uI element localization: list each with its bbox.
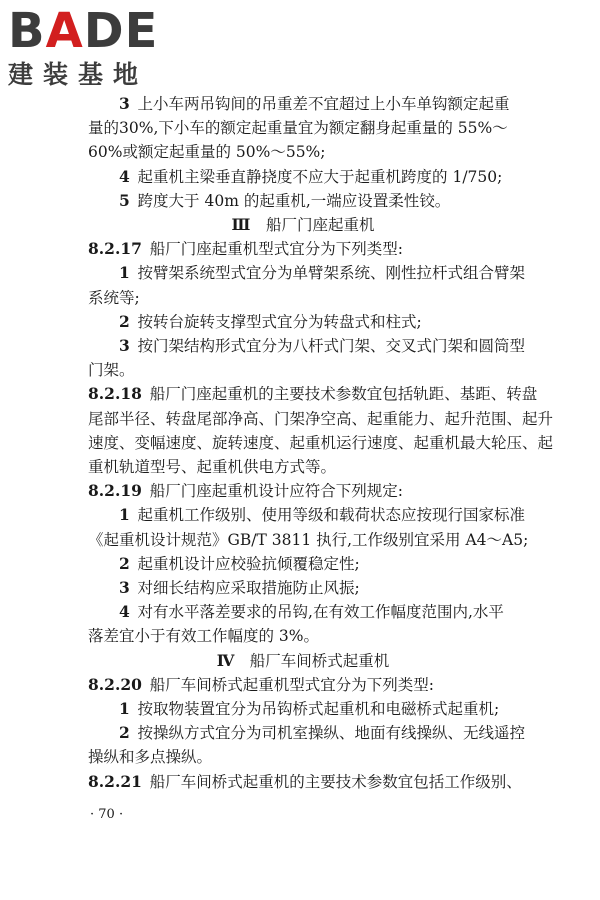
item-number: 3 bbox=[119, 578, 130, 598]
list-item bbox=[88, 189, 518, 213]
clause-number: 8.2.20 bbox=[88, 674, 142, 694]
line-text: 船厂车间桥式起重机的主要技术参数宜包括工作级别、 bbox=[149, 772, 522, 791]
list-item bbox=[88, 576, 518, 600]
line-text: 量的30%,下小车的额定起重量宜为额定翻身起重量的 55%～ bbox=[88, 119, 508, 138]
page-number: · 70 · bbox=[90, 807, 124, 822]
text-line bbox=[88, 286, 518, 310]
item-number: 2 bbox=[119, 553, 130, 573]
clause-number: 8.2.17 bbox=[88, 239, 142, 259]
bade-logo bbox=[8, 3, 178, 92]
line-text: 对有水平落差要求的吊钩,在有效工作幅度范围内,水平 bbox=[137, 603, 504, 622]
list-item bbox=[88, 92, 518, 116]
section-numeral: Ⅲ bbox=[231, 215, 251, 235]
line-text: 尾部半径、转盘尾部净高、门架净空高、起重能力、起升范围、起升 bbox=[88, 409, 554, 428]
text-line bbox=[88, 528, 529, 552]
text-line bbox=[88, 624, 518, 648]
line-text: 落差宜小于有效工作幅度的 3%。 bbox=[88, 627, 320, 646]
logo-subtitle: 建装基地 bbox=[8, 60, 149, 89]
line-text: 速度、变幅速度、旋转速度、起重机运行速度、起重机最大轮压、起 bbox=[88, 433, 554, 452]
text-line bbox=[88, 745, 518, 769]
text-line bbox=[88, 431, 554, 455]
clause-line bbox=[88, 770, 522, 794]
line-text: 重机轨道型号、起重机供电方式等。 bbox=[88, 458, 337, 477]
line-text: 起重机工作级别、使用等级和载荷状态应按现行国家标准 bbox=[137, 506, 526, 525]
line-text: 按门架结构形式宜分为八杆式门架、交叉式门架和圆筒型 bbox=[137, 337, 526, 356]
line-text: 按取物装置宜分为吊钩桥式起重机和电磁桥式起重机; bbox=[137, 700, 500, 719]
section-numeral: Ⅳ bbox=[216, 650, 235, 670]
list-item bbox=[88, 334, 526, 358]
list-item bbox=[88, 552, 518, 576]
text-line bbox=[88, 455, 518, 479]
line-text: 船厂车间桥式起重机型式宜分为下列类型: bbox=[149, 675, 434, 694]
clause-line bbox=[88, 673, 518, 697]
line-text: 上小车两吊钩间的吊重差不宜超过上小车单钩额定起重 bbox=[137, 95, 510, 113]
line-text: 操纵和多点操纵。 bbox=[88, 748, 213, 767]
list-item bbox=[88, 261, 526, 285]
line-text: 《起重机设计规范》GB/T 3811 执行,工作级别宜采用 A4～A5; bbox=[88, 530, 529, 549]
section-heading bbox=[88, 213, 518, 237]
item-number: 5 bbox=[119, 190, 130, 210]
clause-number: 8.2.18 bbox=[88, 384, 142, 404]
clause-line bbox=[88, 382, 538, 406]
line-text: 船厂门座起重机 bbox=[265, 216, 375, 235]
line-text: 按操纵方式宜分为司机室操纵、地面有线操纵、无线遥控 bbox=[137, 724, 526, 743]
list-item bbox=[88, 503, 526, 527]
item-number: 3 bbox=[119, 336, 130, 356]
item-number: 4 bbox=[119, 166, 130, 186]
item-number: 1 bbox=[119, 505, 130, 525]
line-text: 船厂门座起重机的主要技术参数宜包括轨距、基距、转盘 bbox=[149, 385, 538, 404]
item-number: 3 bbox=[119, 94, 130, 113]
clause-line bbox=[88, 479, 518, 503]
list-item bbox=[88, 600, 518, 624]
clause-number: 8.2.21 bbox=[88, 771, 142, 791]
text-line bbox=[88, 407, 554, 431]
text-line bbox=[88, 358, 518, 382]
item-number: 1 bbox=[119, 699, 130, 719]
line-text: 对细长结构应采取措施防止风振; bbox=[137, 579, 360, 598]
list-item bbox=[88, 310, 518, 334]
clause-line bbox=[88, 237, 518, 261]
line-text: 系统等; bbox=[88, 288, 140, 307]
item-number: 2 bbox=[119, 311, 130, 331]
list-item bbox=[88, 165, 518, 189]
clause-number: 8.2.19 bbox=[88, 481, 142, 501]
line-text: 门架。 bbox=[88, 361, 135, 380]
line-text: 按臂架系统型式宜分为单臂架系统、刚性拉杆式组合臂架 bbox=[137, 264, 526, 283]
line-text: 船厂门座起重机设计应符合下列规定: bbox=[149, 482, 403, 501]
text-line bbox=[88, 116, 518, 140]
item-number: 2 bbox=[119, 723, 130, 743]
section-heading bbox=[88, 649, 518, 673]
text-line bbox=[88, 140, 518, 164]
document-body bbox=[88, 92, 554, 794]
item-number: 4 bbox=[119, 602, 130, 622]
list-item bbox=[88, 721, 526, 745]
line-text: 起重机主梁垂直静挠度不应大于起重机跨度的 1/750; bbox=[137, 167, 503, 186]
line-text: 60%或额定起重量的 50%～55%; bbox=[88, 143, 326, 162]
line-text: 起重机设计应校验抗倾覆稳定性; bbox=[137, 554, 360, 573]
item-number: 1 bbox=[119, 263, 130, 283]
logo-wordmark: BADE bbox=[8, 3, 159, 59]
line-text: 船厂门座起重机型式宜分为下列类型: bbox=[149, 240, 403, 259]
line-text: 跨度大于 40m 的起重机,一端应设置柔性铰。 bbox=[137, 191, 451, 210]
list-item bbox=[88, 697, 518, 721]
line-text: 船厂车间桥式起重机 bbox=[249, 651, 390, 670]
line-text: 按转台旋转支撑型式宜分为转盘式和柱式; bbox=[137, 312, 422, 331]
